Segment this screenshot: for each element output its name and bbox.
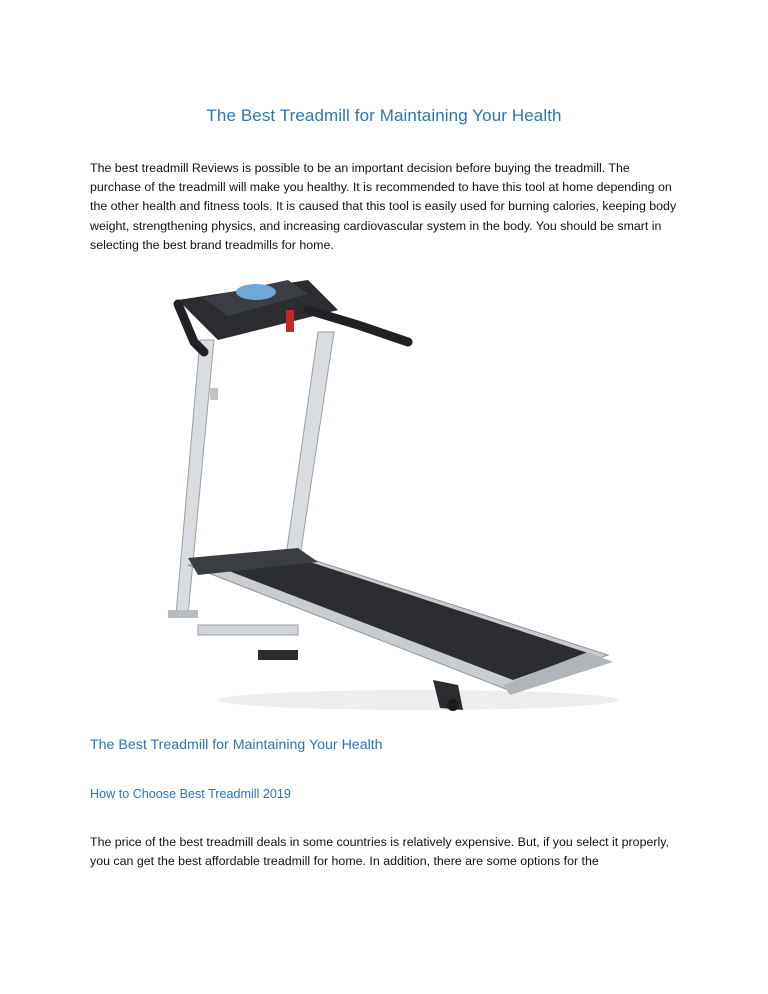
treadmill-image	[158, 270, 618, 720]
subsection-heading: How to Choose Best Treadmill 2019	[90, 787, 291, 801]
treadmill-illustration-icon	[158, 270, 618, 720]
body-paragraph: The price of the best treadmill deals in some countries is relatively expensive. But, if you select it properly, you can get the best affordable treadmill for home. In addition, there are some options for the	[90, 835, 669, 869]
section-heading: The Best Treadmill for Maintaining Your Health	[90, 737, 383, 753]
page-title: The Best Treadmill for Maintaining Your Health	[206, 106, 562, 125]
intro-paragraph: The best treadmill Reviews is possible to be an important decision before buying the treadmill. The purchase of the treadmill will make you healthy. It is recommended to have this tool at home depending on the other health and fitness tools. It is caused that this tool is easily used for burning calories, keeping body weight, strengthening physics, and increasing cardiovascular system in the body. You should be smart in selecting the best brand treadmills for home.	[90, 161, 677, 252]
